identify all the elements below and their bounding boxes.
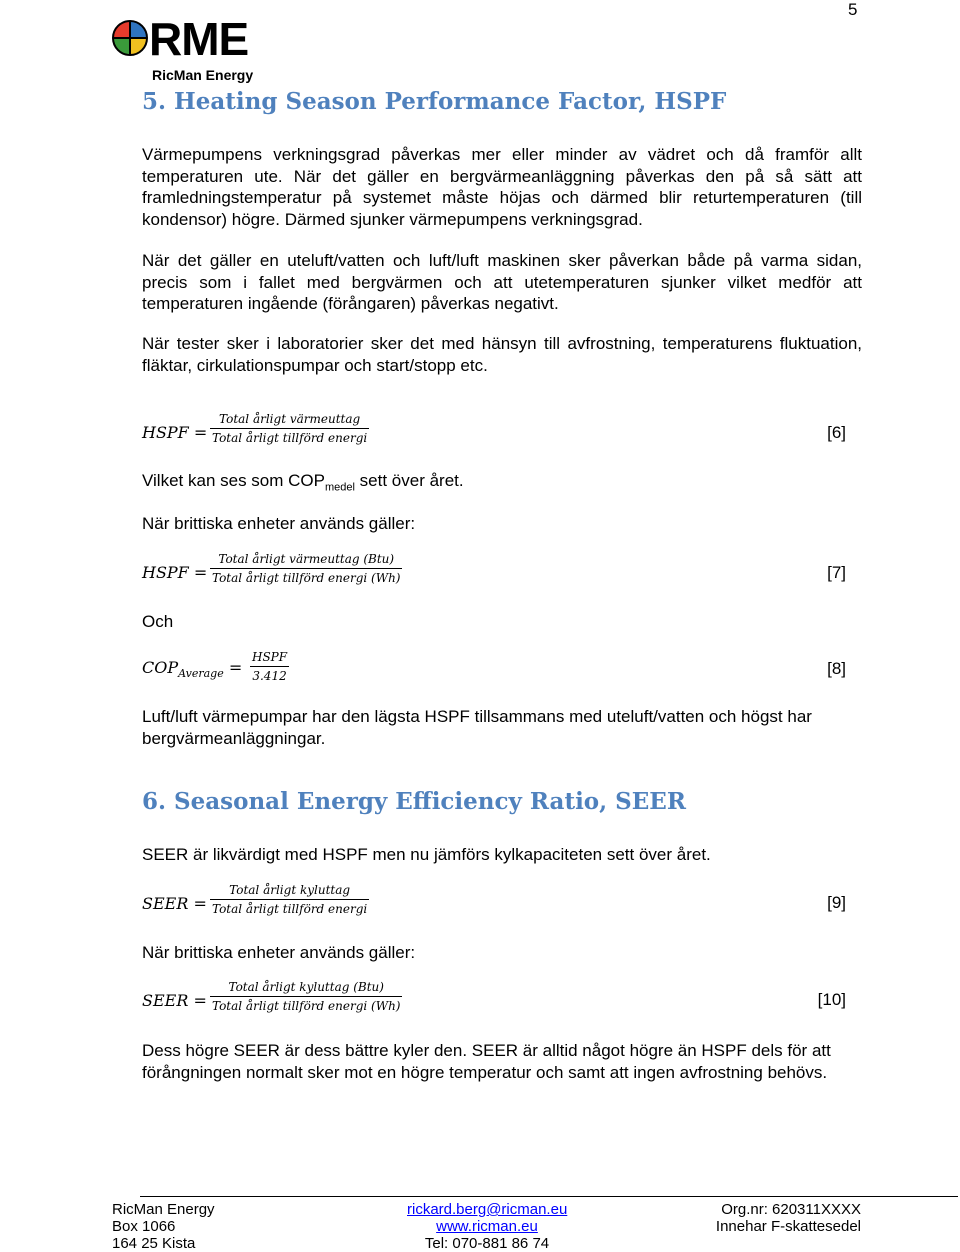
equation-10-lhs: SEER = bbox=[142, 991, 207, 1010]
section-5-paragraph-4: Luft/luft värmepumpar har den lägsta HSPF tillsammans med uteluft/vatten och högst har bergvärmeanläggningar. bbox=[142, 707, 812, 748]
logo-brand: RME bbox=[149, 13, 249, 65]
equation-10-number: [10] bbox=[817, 990, 846, 1009]
equation-8-lhs bbox=[142, 658, 242, 680]
footer-tax: Innehar F-skattesedel bbox=[715, 1218, 861, 1235]
equation-7 bbox=[142, 552, 442, 592]
cop-text-pre: Vilket kan ses som COP bbox=[142, 471, 325, 490]
equation-6-lhs: HSPF = bbox=[142, 423, 208, 442]
page-number: 5 bbox=[848, 0, 858, 19]
footer-city: 164 25 Kista bbox=[112, 1235, 196, 1252]
equation-7-denominator: Total årligt tillförd energi (Wh) bbox=[212, 571, 401, 585]
section-5-paragraph-2: När det gäller en uteluft/vatten och luft/luft maskinen sker påverkan både på varma sidan, precis som i fallet med bergvärmen och att utetemperaturen sjunker vilket medför att temperaturen ingående (förångaren) påverkas negativt. bbox=[142, 251, 862, 313]
equation-8-denominator: 3.412 bbox=[252, 669, 287, 683]
footer-phone: Tel: 070-881 86 74 bbox=[424, 1235, 550, 1252]
footer-box: Box 1066 bbox=[112, 1218, 176, 1235]
equation-9-number: [9] bbox=[827, 893, 846, 912]
section-5-paragraph-3: När tester sker i laboratorier sker det med hänsyn till avfrostning, temperaturens fluktuation, fläktar, cirkulationspumpar och start/stopp etc. bbox=[142, 334, 862, 375]
och-text: Och bbox=[142, 612, 174, 631]
equation-8-equals: = bbox=[228, 658, 243, 677]
section-6-paragraph-2: Dess högre SEER är dess bättre kyler den. SEER är alltid något högre än HSPF dels för att förångningen normalt sker mot en högre temperatur och samt att ingen avfrostning behövs. bbox=[142, 1041, 831, 1082]
footer-contact bbox=[407, 1201, 567, 1252]
equation-7-numerator: Total årligt värmeuttag (Btu) bbox=[218, 552, 395, 566]
cop-text-post: sett över året. bbox=[354, 471, 464, 490]
equation-6-denominator: Total årligt tillförd energi bbox=[212, 431, 368, 445]
equation-7-fraction bbox=[210, 552, 402, 585]
cop-subscript: medel bbox=[324, 481, 355, 494]
equation-9-numerator: Total årligt kyluttag bbox=[229, 883, 351, 897]
equation-9-denominator: Total årligt tillförd energi bbox=[212, 902, 368, 916]
equation-6-fraction bbox=[210, 412, 369, 445]
footer-email-link[interactable]: rickard.berg@ricman.eu bbox=[407, 1201, 568, 1218]
equation-6-numerator: Total årligt värmeuttag bbox=[219, 412, 361, 426]
footer-orgnr: Org.nr: 620311XXXX bbox=[721, 1201, 861, 1218]
equation-8-number: [8] bbox=[827, 659, 846, 678]
british-units-text-2: När brittiska enheter används gäller: bbox=[142, 943, 416, 962]
equation-9 bbox=[142, 883, 402, 923]
equation-7-lhs: HSPF = bbox=[142, 563, 208, 582]
equation-10 bbox=[142, 980, 442, 1020]
equation-8-numerator: HSPF bbox=[252, 650, 288, 664]
footer-divider bbox=[140, 1196, 958, 1197]
footer-company: RicMan Energy bbox=[112, 1201, 215, 1218]
footer-address bbox=[112, 1201, 215, 1252]
logo-company: RicMan Energy bbox=[152, 67, 254, 83]
section-6-paragraph-1: SEER är likvärdigt med HSPF men nu jämförs kylkapaciteten sett över året. bbox=[142, 845, 711, 864]
equation-8 bbox=[142, 650, 302, 690]
equation-8-fraction bbox=[250, 650, 289, 683]
section-6-heading: 6. Seasonal Energy Efficiency Ratio, SEER bbox=[142, 788, 686, 815]
equation-10-denominator: Total årligt tillförd energi (Wh) bbox=[212, 999, 401, 1013]
equation-6-number: [6] bbox=[827, 423, 846, 442]
section-5-paragraph-1: Värmepumpens verkningsgrad påverkas mer eller minder av vädret och då framför allt temperaturen ute. När det gäller en bergvärmeanläggning påverkas den på så sätt att framledningstemperatur på systemet måste höjas och därmed blir returtemperaturen (till kondensor) högre. Därmed sjunker värmepumpens verkningsgrad. bbox=[142, 145, 862, 229]
footer-org bbox=[716, 1201, 861, 1235]
logo-quadrant-icon bbox=[112, 20, 148, 56]
footer-web-link[interactable]: www.ricman.eu bbox=[436, 1218, 538, 1235]
equation-8-cop: COP bbox=[142, 658, 179, 677]
equation-7-number: [7] bbox=[827, 563, 846, 582]
equation-10-fraction bbox=[210, 980, 402, 1013]
equation-9-lhs: SEER = bbox=[142, 894, 207, 913]
company-logo bbox=[112, 13, 272, 86]
equation-8-subscript: Average bbox=[178, 667, 224, 681]
equation-10-numerator: Total årligt kyluttag (Btu) bbox=[228, 980, 384, 994]
section-5-heading: 5. Heating Season Performance Factor, HSPF bbox=[142, 88, 727, 115]
equation-9-fraction bbox=[210, 883, 369, 916]
british-units-text-1: När brittiska enheter används gäller: bbox=[142, 514, 416, 533]
cop-medel-text bbox=[142, 471, 464, 493]
equation-6 bbox=[142, 412, 402, 452]
